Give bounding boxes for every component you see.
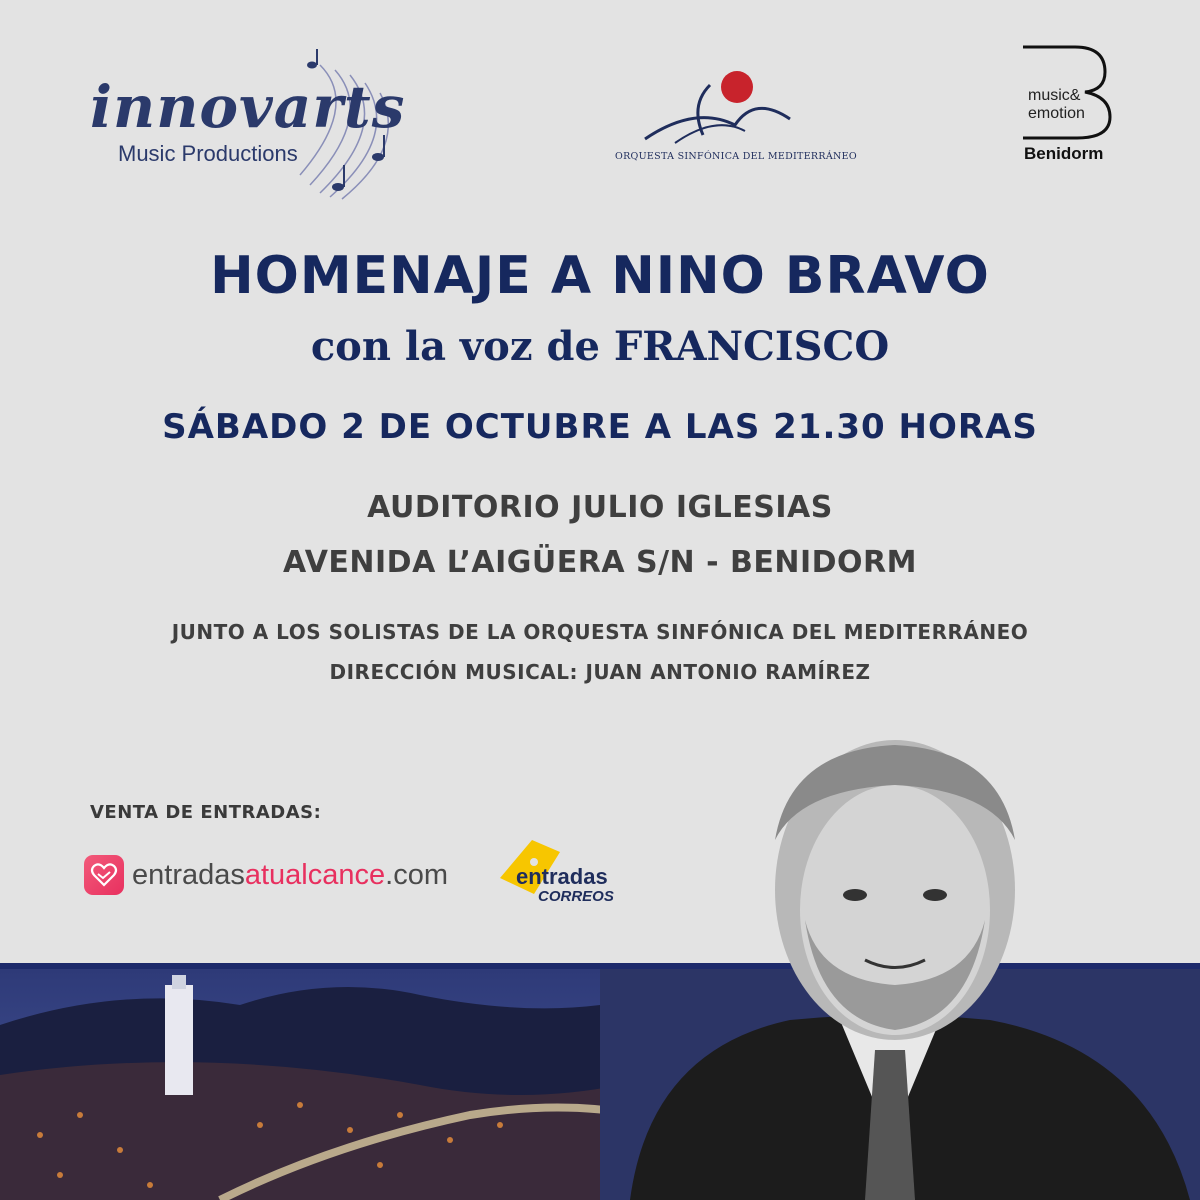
entradas-atualcance-text: entradasatualcance.com (132, 858, 448, 891)
tickets-label: VENTA DE ENTRADAS: (90, 802, 322, 823)
event-subtitle: con la voz de FRANCISCO (310, 323, 890, 370)
innovarts-subtitle: Music Productions (118, 141, 298, 166)
correos-entradas-text: entradas (516, 864, 608, 889)
event-date: SÁBADO 2 DE OCTUBRE A LAS 21.30 HORAS (162, 407, 1038, 447)
music-emotion-city: Benidorm (1024, 144, 1104, 163)
correos-brand-text: CORREOS (538, 888, 614, 905)
osm-name: ORQUESTA SINFÓNICA DEL MEDITERRÁNEO (615, 151, 857, 162)
music-emotion-line1: music& (1028, 87, 1081, 104)
handshake-heart-icon (84, 855, 124, 895)
innovarts-logo (70, 45, 420, 205)
innovarts-wordmark: innovarts (90, 73, 406, 141)
osm-logo (615, 65, 857, 175)
music-emotion-line2: emotion (1028, 105, 1085, 122)
music-emotion-logo (1010, 42, 1120, 172)
venue-name: AUDITORIO JULIO IGLESIAS (367, 490, 833, 525)
venue-address: AVENIDA L’AIGÜERA S/N - BENIDORM (283, 545, 917, 580)
francisco-portrait (590, 720, 1200, 1200)
entradas-atualcance-link[interactable] (84, 853, 448, 897)
osm-emblem-icon (615, 65, 825, 150)
credit-soloists: JUNTO A LOS SOLISTAS DE LA ORQUESTA SINFÓNICA DEL MEDITERRÁNEO (171, 620, 1029, 644)
credit-director: DIRECCIÓN MUSICAL: JUAN ANTONIO RAMÍREZ (329, 660, 871, 684)
event-title: HOMENAJE A NINO BRAVO (210, 246, 990, 306)
